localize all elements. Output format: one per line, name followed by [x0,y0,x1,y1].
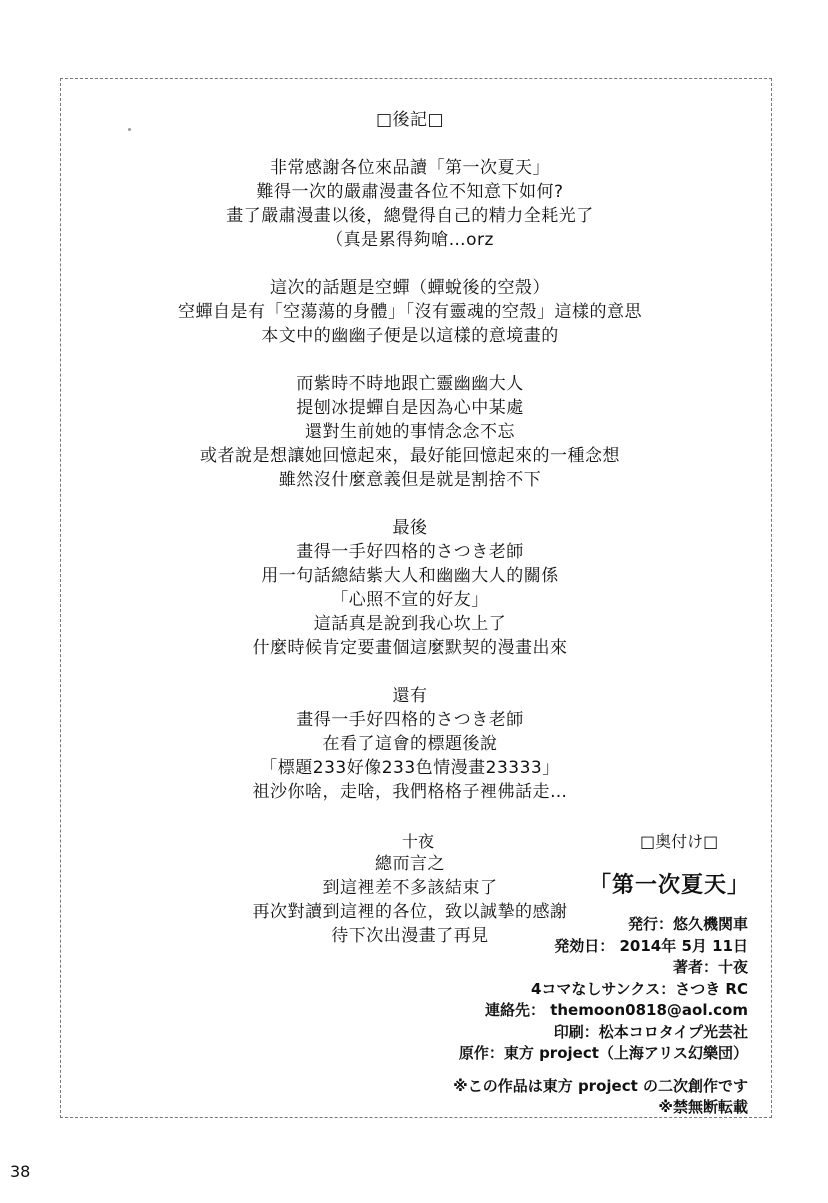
page-number: 38 [10,1162,31,1181]
text-line: 畫了嚴肅漫畫以後，總覺得自己的精力全耗光了 [226,206,594,226]
text-line: 這次的話題是空蟬（蟬蛻後的空殼） [270,278,550,298]
thanks-line: 4コマなしサンクス：さつき RC [530,979,748,998]
notes [453,1076,748,1118]
text-line: （真是累得夠嗆…orz [326,230,494,250]
text-line: 而紫時不時地跟亡靈幽幽大人 [296,374,524,394]
text-line: 非常感謝各位來品讀「第一次夏天」 [270,158,550,178]
afterword-paragraph [100,156,720,252]
author-signature: 十夜 [401,832,434,851]
contact-line: 連絡先： themoon0818@aol.com [484,1001,748,1019]
original-work-line: 原作：東方 project（上海アリス幻樂団） [458,1044,748,1062]
text-line: 「心照不宣的好友」 [331,590,489,610]
text-line: 待下次出漫畫了再見 [331,926,489,946]
afterword-title: □後記□ [375,110,445,130]
book-title: 「第一次夏天」 [588,873,750,898]
text-line: 到這裡差不多該結束了 [322,878,498,898]
colophon-heading: □奥付け□ [640,832,719,851]
colophon-details [459,914,748,1065]
text-line: 總而言之 [375,854,445,874]
publisher-line: 発行：悠久機関車 [627,915,748,933]
text-line: 空蟬自是有「空蕩蕩的身體」「沒有靈魂的空殼」這樣的意思 [178,302,642,322]
text-line: 提刨冰提蟬自是因為心中某處 [296,398,524,418]
text-line: 畫得一手好四格的さつき老師 [296,710,524,730]
text-line: 在看了這會的標題後說 [322,734,498,754]
afterword-paragraph [100,516,720,660]
text-line: 還有 [392,686,428,706]
text-line: 最後 [392,518,428,538]
text-line: 難得一次的嚴肅漫畫各位不知意下如何? [256,182,564,202]
text-line: 什麼時候肯定要畫個這麼默契的漫畫出來 [252,638,568,658]
derivative-work-note: ※この作品は東方 project の二次創作です [453,1077,748,1095]
text-line: 還對生前她的事情念念不忘 [305,422,515,442]
afterword-paragraph [100,684,720,804]
author-line: 著者：十夜 [672,958,748,976]
text-line: 「標題233好像233色情漫畫23333」 [260,758,560,778]
text-line: 再次對讀到這裡的各位，致以誠摯的感謝 [252,902,568,922]
text-line: 或者說是想讓她回憶起來，最好能回憶起來的一種念想 [200,446,620,466]
no-reproduction-note: ※禁無断転載 [658,1098,748,1116]
text-line: 這話真是說到我心坎上了 [313,614,507,634]
afterword-paragraph [100,372,720,492]
text-line: 用一句話總結紫大人和幽幽大人的關係 [261,566,559,586]
printer-line: 印刷：松本コロタイプ光芸社 [553,1022,748,1041]
publish-date-line: 発効日： 2014年 5月 11日 [554,936,748,955]
text-line: 本文中的幽幽子便是以這樣的意境畫的 [261,326,559,346]
text-line: 畫得一手好四格的さつき老師 [296,542,524,562]
text-line: 祖沙你啥，走啥，我們格格子裡佛話走… [252,782,568,802]
text-line: 雖然沒什麼意義但是就是割捨不下 [278,470,542,490]
afterword-paragraph [100,276,720,348]
